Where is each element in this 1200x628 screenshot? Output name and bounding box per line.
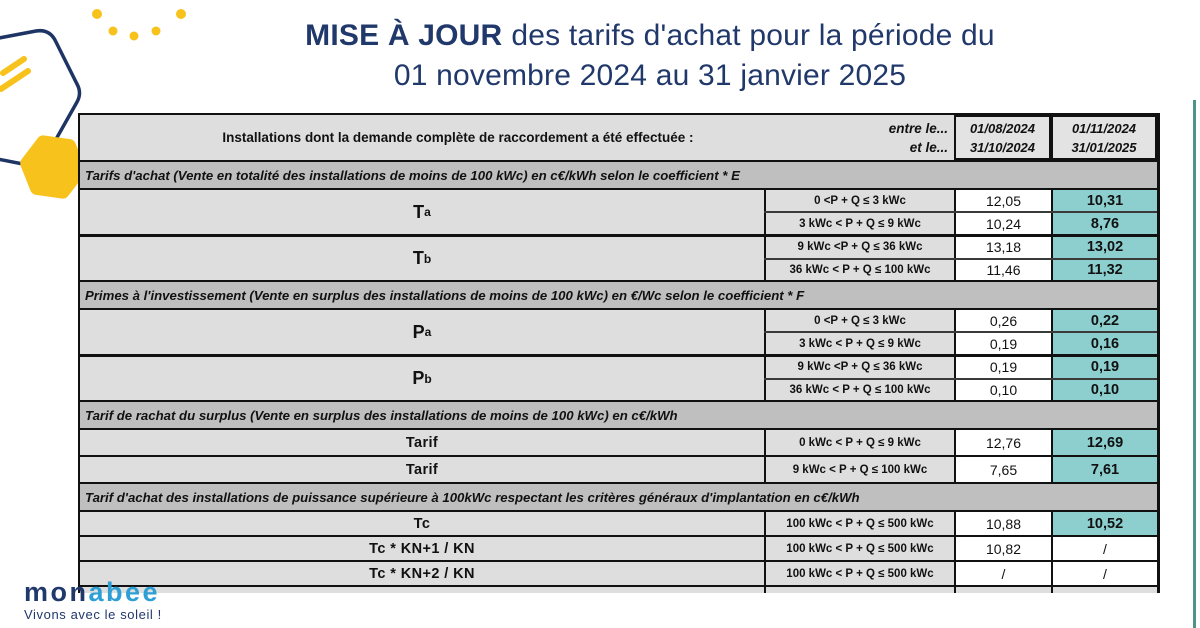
new-value-cell: 0,10 xyxy=(1051,380,1157,401)
condition-cell: 36 kWc < P + Q ≤ 100 kWc xyxy=(764,380,954,401)
page-title xyxy=(170,16,1130,96)
old-value-cell: 0,26 xyxy=(954,310,1051,331)
entre-label: entre le... xyxy=(888,120,948,136)
title-line-1 xyxy=(170,16,1130,56)
new-value-cell: 10,31 xyxy=(1051,190,1157,211)
logo-wordmark: monabee xyxy=(24,577,161,607)
new-value-cell: 11,32 xyxy=(1051,260,1157,281)
header-label: Installations dont la demande complète de raccordement a été effectuée : xyxy=(222,130,694,145)
section-heading-rachat-surplus: Tarif de rachat du surplus (Vente en surplus des installations de moins de 100 kWc) en c€/kWh xyxy=(80,400,1157,428)
group-label: T b xyxy=(80,237,764,280)
old-value-cell: 7,65 xyxy=(954,457,1051,482)
old-value-cell: 10,24 xyxy=(954,213,1051,234)
section-heading-tarifs-achat: Tarifs d'achat (Vente en totalité des installations de moins de 100 kWc) en c€/kWh selon le coefficient * E xyxy=(80,160,1157,188)
new-value-cell: 12,69 xyxy=(1051,430,1157,455)
table-row xyxy=(764,430,1157,455)
et-label: et le... xyxy=(909,139,948,155)
condition-cell: 9 kWc <P + Q ≤ 36 kWc xyxy=(764,237,954,258)
date-range-old xyxy=(954,115,1051,160)
period-old-from: 01/08/2024 xyxy=(969,120,1036,136)
table-row xyxy=(764,512,1157,535)
table-row xyxy=(764,310,1157,331)
section-heading-primes: Primes à l'investissement (Vente en surplus des installations de moins de 100 kWc) en €/Wc selon le coefficient * F xyxy=(80,280,1157,308)
old-value-cell: 12,76 xyxy=(954,430,1051,455)
logo-tagline: Vivons avec le soleil ! xyxy=(24,607,162,622)
condition-cell: 36 kWc < P + Q ≤ 100 kWc xyxy=(764,260,954,281)
old-value-cell: 10,88 xyxy=(954,512,1051,535)
table-row xyxy=(764,357,1157,378)
tariff-group-pa xyxy=(80,308,1157,354)
group-label: Tarif xyxy=(80,457,764,482)
tariff-group-tc-kn2 xyxy=(80,560,1157,585)
old-value-cell: 0,10 xyxy=(954,380,1051,401)
condition-cell: 3 kWc < P + Q ≤ 9 kWc xyxy=(764,213,954,234)
old-value-cell: 10,82 xyxy=(954,537,1051,560)
condition-cell: 0 kWc < P + Q ≤ 9 kWc xyxy=(764,430,954,455)
date-range-new xyxy=(1051,115,1157,160)
group-label: Tc xyxy=(80,512,764,535)
table-row xyxy=(764,457,1157,482)
period-new-from: 01/11/2024 xyxy=(1071,120,1137,136)
group-label: T a xyxy=(80,190,764,234)
hexagon-icon xyxy=(24,141,82,194)
monabee-logo xyxy=(24,578,162,622)
group-label: Tarif xyxy=(80,430,764,455)
title-rest: des tarifs d'achat pour la période du xyxy=(511,19,995,52)
period-old-to: 31/10/2024 xyxy=(969,139,1036,155)
group-label: Tc * KN+2 / KN xyxy=(80,562,764,585)
old-value-cell: / xyxy=(954,562,1051,585)
condition-cell: 0 <P + Q ≤ 3 kWc xyxy=(764,310,954,331)
new-value-cell: 0,22 xyxy=(1051,310,1157,331)
table-row xyxy=(764,378,1157,401)
tariff-group-ta xyxy=(80,188,1157,234)
old-value-cell: 0,19 xyxy=(954,357,1051,378)
right-edge-line xyxy=(1193,100,1196,628)
condition-cell: 9 kWc < P + Q ≤ 100 kWc xyxy=(764,457,954,482)
old-value-cell: 11,46 xyxy=(954,260,1051,281)
new-value-cell: 7,61 xyxy=(1051,457,1157,482)
table-row xyxy=(764,211,1157,234)
header-entre-et xyxy=(836,115,954,160)
table-row xyxy=(764,237,1157,258)
tariff-table xyxy=(78,113,1160,593)
new-value-cell: 13,02 xyxy=(1051,237,1157,258)
old-value-cell: 13,18 xyxy=(954,237,1051,258)
new-value-cell: 0,16 xyxy=(1051,333,1157,354)
tariff-group-surplus-1 xyxy=(80,428,1157,455)
condition-cell: 100 kWc < P + Q ≤ 500 kWc xyxy=(764,537,954,560)
group-label: Tc * KN+1 / KN xyxy=(80,537,764,560)
tariff-group-surplus-2 xyxy=(80,455,1157,482)
condition-cell: 100 kWc < P + Q ≤ 500 kWc xyxy=(764,562,954,585)
condition-cell: 3 kWc < P + Q ≤ 9 kWc xyxy=(764,333,954,354)
table-row xyxy=(764,537,1157,560)
new-value-cell: / xyxy=(1051,537,1157,560)
new-value-cell: 8,76 xyxy=(1051,213,1157,234)
old-value-cell: 12,05 xyxy=(954,190,1051,211)
group-label: P a xyxy=(80,310,764,354)
lightning-strokes-icon xyxy=(1,59,28,89)
tariff-group-tc-kn1 xyxy=(80,535,1157,560)
table-row xyxy=(764,190,1157,211)
condition-cell: 100 kWc < P + Q ≤ 500 kWc xyxy=(764,512,954,535)
old-value-cell: 0,19 xyxy=(954,333,1051,354)
table-row xyxy=(764,258,1157,281)
section-heading-sup-100kwc: Tarif d'achat des installations de puissance supérieure à 100kWc respectant les critères généraux d'implantation en c€/kWh xyxy=(80,482,1157,510)
tariff-group-pb xyxy=(80,354,1157,400)
condition-cell: 0 <P + Q ≤ 3 kWc xyxy=(764,190,954,211)
table-header xyxy=(80,115,1157,160)
condition-cell: 9 kWc <P + Q ≤ 36 kWc xyxy=(764,357,954,378)
title-bold: MISE À JOUR xyxy=(305,19,503,52)
cropped-row xyxy=(80,585,1157,593)
new-value-cell: / xyxy=(1051,562,1157,585)
new-value-cell: 0,19 xyxy=(1051,357,1157,378)
group-label: P b xyxy=(80,357,764,400)
new-value-cell: 10,52 xyxy=(1051,512,1157,535)
period-new-to: 31/01/2025 xyxy=(1071,139,1137,155)
title-line-2: 01 novembre 2024 au 31 janvier 2025 xyxy=(393,59,907,92)
tariff-group-tb xyxy=(80,234,1157,280)
table-row xyxy=(764,331,1157,354)
tariff-group-tc xyxy=(80,510,1157,535)
table-row xyxy=(764,562,1157,585)
